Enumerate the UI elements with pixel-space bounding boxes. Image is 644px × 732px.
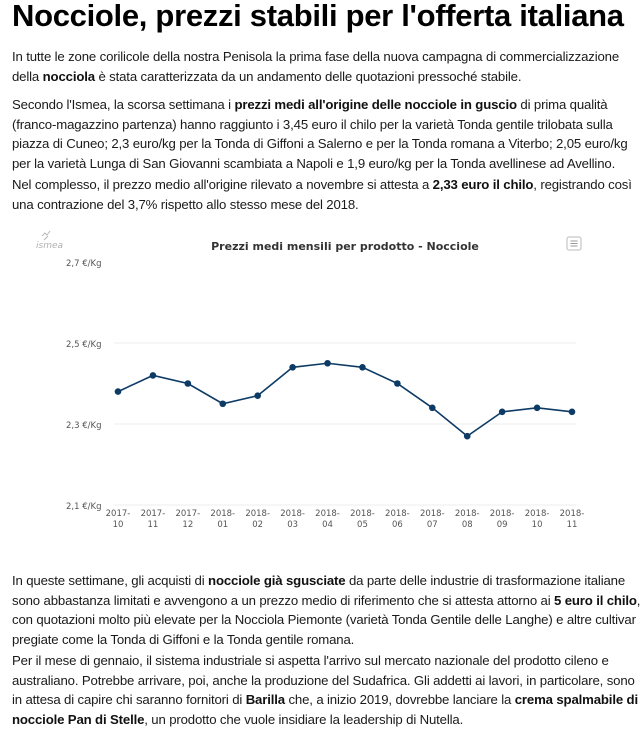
x-tick-label xyxy=(560,509,585,530)
x-tick-month: 11 xyxy=(566,520,578,530)
chart-svg xyxy=(20,222,620,542)
x-tick-month: 02 xyxy=(252,520,264,530)
x-tick-month: 12 xyxy=(182,520,194,530)
x-tick-label xyxy=(315,509,340,530)
series-line xyxy=(118,363,572,436)
x-axis-labels xyxy=(106,509,585,530)
y-tick-label: 2,3 €/Kg xyxy=(66,421,102,431)
paragraph xyxy=(12,95,642,173)
chart-menu-button[interactable] xyxy=(567,237,581,250)
paragraph xyxy=(12,175,642,214)
data-point[interactable] xyxy=(534,405,541,412)
x-tick-year: 2018- xyxy=(385,509,410,519)
x-tick-month: 08 xyxy=(461,520,473,530)
x-tick-month: 09 xyxy=(496,520,508,530)
data-point[interactable] xyxy=(499,409,506,416)
x-tick-year: 2018- xyxy=(559,509,585,519)
logo-mark-icon xyxy=(42,231,50,240)
x-tick-month: 05 xyxy=(357,520,368,530)
text-run: Secondo l'Ismea, la scorsa settimana i xyxy=(12,97,235,112)
text-run: , registrando così una contrazione del 3,7% rispetto allo stesso mese del 2018. xyxy=(12,177,632,212)
x-tick-month: 06 xyxy=(391,520,403,530)
price-chart xyxy=(20,222,620,542)
text-run: In queste settimane, gli acquisti di xyxy=(12,573,209,588)
x-tick-label xyxy=(245,509,270,530)
bold-text: 2,33 euro il chilo xyxy=(432,177,534,192)
x-tick-year: 2018- xyxy=(454,509,480,519)
text-run: , un prodotto che vuole insidiare la leadership di Nutella. xyxy=(144,711,464,727)
bold-text: 5 euro il chilo xyxy=(554,592,637,608)
x-tick-year: 2018- xyxy=(350,509,375,519)
x-tick-year: 2018- xyxy=(315,509,340,519)
data-point[interactable] xyxy=(359,364,366,371)
text-run: , con quotazioni molto più elevate per la Nocciola Piemonte (varietà Tonda Gentile delle Langhe) e altre cultivar pregiate come la Tonda di Giffoni e la Tonda gentile romana. xyxy=(12,592,641,647)
data-point[interactable] xyxy=(464,433,471,440)
data-point[interactable] xyxy=(150,372,157,379)
bold-text: nocciole già sgusciate xyxy=(208,573,346,588)
x-tick-year: 2017- xyxy=(175,509,201,519)
x-tick-label xyxy=(280,509,305,530)
x-tick-year: 2018- xyxy=(489,509,515,519)
x-tick-year: 2017- xyxy=(105,509,131,519)
text-run: In tutte le zone corilicole della nostra Penisola la prima fase della nuova campagna di commercializzazione della xyxy=(12,49,620,84)
x-tick-month: 11 xyxy=(147,520,159,530)
y-axis-labels xyxy=(66,259,101,512)
paragraph xyxy=(12,651,642,729)
x-tick-label xyxy=(490,509,515,530)
bold-text: crema spalmabile di nocciole Pan di Stelle xyxy=(12,692,638,727)
x-tick-month: 03 xyxy=(287,520,299,530)
data-point[interactable] xyxy=(254,392,261,399)
bold-text: prezzi medi all'origine delle nocciole in guscio xyxy=(234,97,517,112)
x-tick-label xyxy=(420,509,445,530)
x-tick-month: 04 xyxy=(322,520,333,530)
x-tick-year: 2018- xyxy=(280,509,305,519)
x-tick-label xyxy=(175,509,200,530)
bold-text: Barilla xyxy=(245,692,285,707)
data-point[interactable] xyxy=(429,405,436,412)
x-tick-label xyxy=(141,509,166,530)
x-tick-label xyxy=(525,509,550,530)
y-tick-label: 2,1 €/Kg xyxy=(66,502,102,512)
x-tick-month: 07 xyxy=(426,520,438,530)
data-point[interactable] xyxy=(115,388,122,395)
series-nocciole xyxy=(115,360,576,440)
x-tick-year: 2017- xyxy=(140,509,166,519)
ismea-logo xyxy=(36,231,63,251)
text-run: da parte delle industrie di trasformazione italiane sono abbastanza limitati e avvengono a un prezzo medio di riferimento che si attesta attorno ai xyxy=(12,573,626,608)
x-tick-month: 10 xyxy=(112,520,124,530)
data-point[interactable] xyxy=(394,380,401,387)
data-point[interactable] xyxy=(185,380,192,387)
x-tick-year: 2018- xyxy=(245,509,271,519)
paragraph xyxy=(12,47,642,86)
data-point[interactable] xyxy=(324,360,331,367)
text-run: Per il mese di gennaio, il sistema industriale si aspetta l'arrivo sul mercato nazionale del prodotto cileno e australiano. Potrebbe arrivare, poi, anche la produzione del Sudafrica. Gli addetti ai lavori, in particolare, sono in attesa di capire chi saranno fornitori di xyxy=(12,653,635,707)
data-point[interactable] xyxy=(569,409,576,416)
x-tick-month: 01 xyxy=(217,520,229,530)
data-point[interactable] xyxy=(289,364,296,371)
x-tick-label xyxy=(210,509,235,530)
text-run: di prima qualità (franco-magazzino partenza) hanno raggiunto i 3,45 euro il chilo per la varietà Tonda gentile trilobata sulla piazza di Cuneo; 2,3 euro/kg per la Tonda di Giffoni a Salerno e per la Tonda romana a Viterbo; 2,05 euro/kg per la varietà Lunga di San Giovanni scambiata a Napoli e 1,9 euro/kg per la Tonda avellinese ad Avellino. xyxy=(12,97,628,171)
article-title: Nocciole, prezzi stabili per l'offerta italiana xyxy=(12,0,624,33)
y-tick-label: 2,7 €/Kg xyxy=(66,259,102,269)
x-tick-label xyxy=(455,509,480,530)
bold-text: nocciola xyxy=(42,68,95,84)
grid-lines xyxy=(114,343,576,505)
text-run: Nel complesso, il prezzo medio all'origine rilevato a novembre si attesta a xyxy=(12,177,433,192)
x-tick-label xyxy=(350,509,375,530)
text-run: è stata caratterizzata da un andamento delle quotazioni pressoché stabile. xyxy=(94,68,522,84)
x-tick-label xyxy=(385,509,410,530)
y-tick-label: 2,5 €/Kg xyxy=(66,340,102,350)
x-tick-month: 10 xyxy=(531,520,543,530)
text-run: che, a inizio 2019, dovrebbe lanciare la xyxy=(284,692,515,707)
chart-title: Prezzi medi mensili per prodotto - Nocciole xyxy=(211,240,479,253)
data-point[interactable] xyxy=(219,400,226,407)
x-tick-year: 2018- xyxy=(524,509,550,519)
x-tick-year: 2018- xyxy=(419,509,445,519)
logo-text: ismea xyxy=(36,241,64,251)
paragraph xyxy=(12,571,642,649)
x-tick-year: 2018- xyxy=(210,509,236,519)
x-tick-label xyxy=(106,509,131,530)
